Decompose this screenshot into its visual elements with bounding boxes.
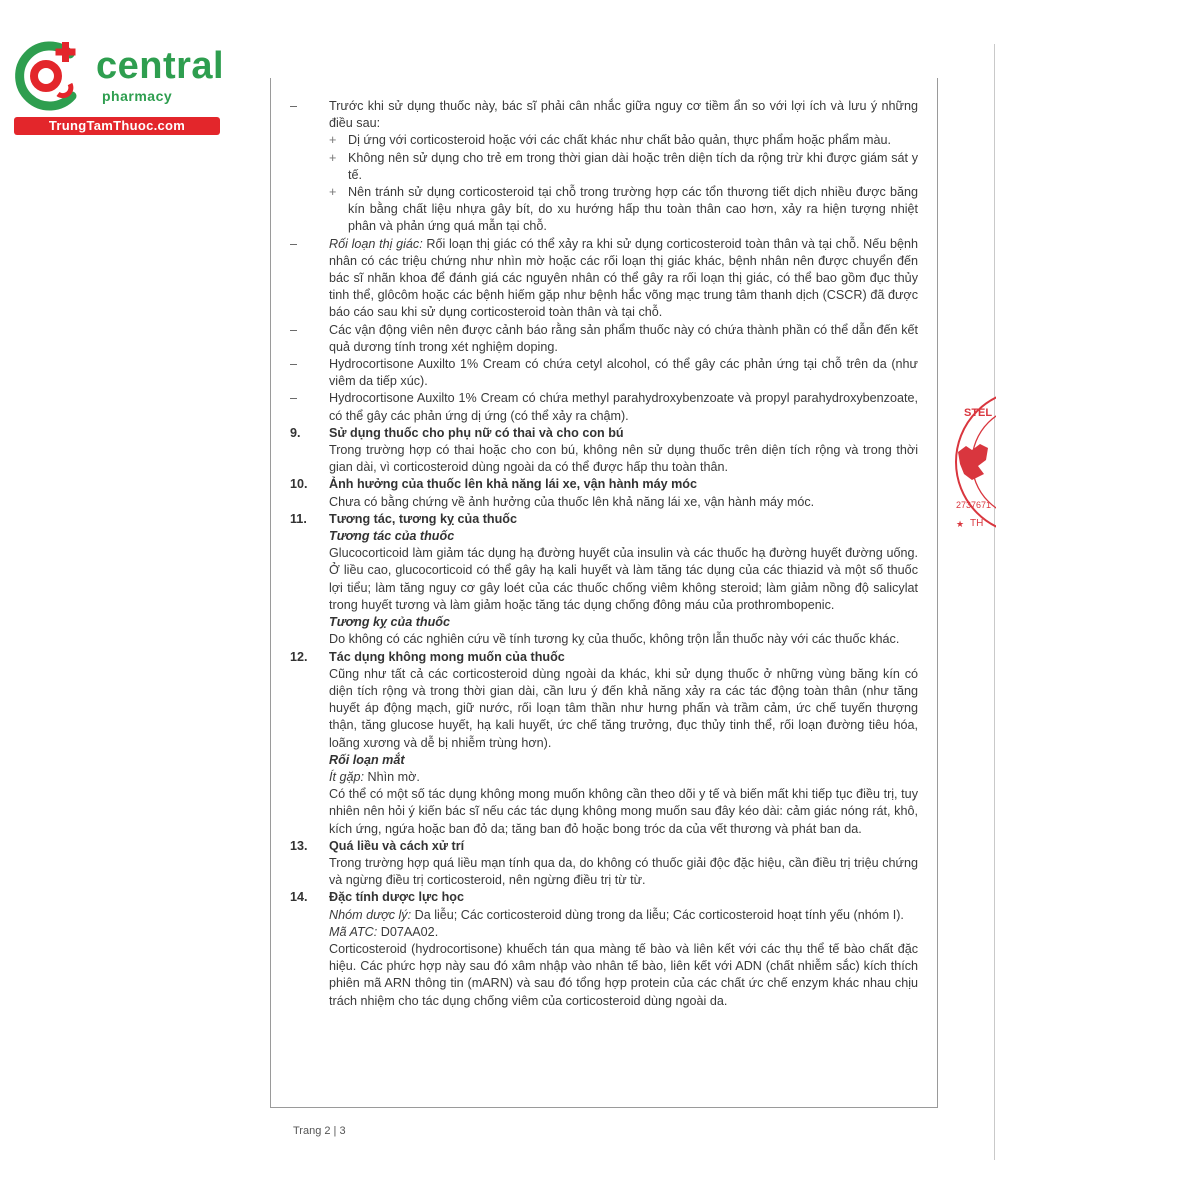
frequency-line: Ít gặp: Nhìn mờ. [329,769,420,784]
section-title: Tương tác, tương kỵ của thuốc [329,511,517,526]
frequency-label: Ít gặp: [329,769,365,784]
subsection-title: Tương tác của thuốc [329,529,455,544]
section-number: 11. [290,511,307,526]
section-text: Trong trường hợp quá liều mạn tính qua da, do không có thuốc giải độc đặc hiệu, cần điều trị triệu chứng và ngừng điều trị corticosteroid, nên ngừng điều trị từ từ. [329,855,918,888]
paraben-warning: Hydrocortisone Auxilto 1% Cream có chứa methyl parahydroxybenzoate và propyl parahydroxybenzoate, có thể gây các phản ứng dị ứng (có thể xảy ra chậm). [329,391,918,423]
section-heading [290,425,918,442]
list-item [290,322,918,356]
section-title: Đặc tính dược lực học [329,890,464,905]
section-heading [290,889,918,906]
warning-children: Không nên sử dụng cho trẻ em trong thời gian dài hoặc trên diện tích da rộng trừ khi được giám sát y tế. [348,150,918,182]
section-text: Chưa có bằng chứng về ảnh hưởng của thuốc lên khả năng lái xe, vận hành máy móc. [329,494,815,509]
subsection-title: Tương kỵ của thuốc [329,615,451,630]
section-text: Glucocorticoid làm giảm tác dụng hạ đường huyết của insulin và các thuốc hạ đường huyết đường uống. Ở liều cao, glucocorticoid có thể gây hạ kali huyết và làm tăng tác dụng của các thiazid và một số thuốc lợi tiểu; làm tăng nguy cơ gây loét của các thuốc chống viêm không steroid; làm giảm nồng độ salicylat trong huyết tương và làm giảm hoặc tăng tác dụng chống đông máu của prothrombopenic. [329,546,918,612]
visual-disturbance-text: Rối loạn thị giác: Rối loạn thị giác có thể xảy ra khi sử dụng corticosteroid toàn thân và tại chỗ. Nếu bệnh nhân có các triệu chứng như nhìn mờ hoặc các rối loạn thị giác khác, bệnh nhân nên được chuyển đến bác sĩ nhãn khoa để đánh giá các nguyên nhân có thể gây ra rối loạn thị giác, có thể bao gồm đục thủy tinh thể, glôcôm hoặc các bệnh hiếm gặp như bệnh hắc võng mạc trung tâm thanh dịch (CSCR) đã được báo cáo sau khi sử dụng corticosteroid toàn thân và tại chỗ. [329,236,919,320]
plus-bullet: + [329,185,337,200]
central-pharmacy-logo-icon [10,38,96,114]
dash-bullet: – [290,357,298,372]
dash-bullet: – [290,99,298,113]
cetyl-alcohol-warning: Hydrocortisone Auxilto 1% Cream có chứa cetyl alcohol, có thể gây các phản ứng tại chỗ trên da (như viêm da tiếp xúc). [329,357,918,389]
page-edge-divider [994,44,995,1160]
section-text: Do không có các nghiên cứu về tính tương kỵ của thuốc, không trộn lẫn thuốc này với các thuốc khác. [329,632,900,647]
section-heading [290,838,918,855]
dash-bullet: – [290,322,298,337]
subsection-title: Rối loạn mắt [329,752,405,767]
brand-logo [10,38,225,138]
section-text: Có thể có một số tác dụng không mong muốn không cần theo dõi y tế và biến mất khi tiếp tục điều trị, tuy nhiên nên hỏi ý kiến bác sĩ nếu các tác dụng không mong muốn sau đây kéo dài: cảm giác nóng rát, khô, kích ứng, ngứa hoặc ban đỏ da; tăng ban đỏ hoặc bong tróc da của vết thương và phát ban da. [329,787,918,836]
list-item [290,390,918,424]
brand-name: central [96,45,225,87]
atc-code-label: Mã ATC: [329,924,378,939]
list-item [290,356,918,390]
list-item [290,236,918,322]
section-heading [290,511,918,528]
section-title: Ảnh hưởng của thuốc lên khả năng lái xe, vận hành máy móc [329,477,697,492]
brand-subtitle: pharmacy [102,88,173,104]
warning-occlusion: Nên tránh sử dụng corticosteroid tại chỗ trong trường hợp các tổn thương tiết dịch nhiều được băng kín bằng chất liệu nhựa gây bít, do xu hướng hấp thu toàn thân cao hơn, xảy ra hiện tượng nhiệt phân và phản ứng quá mẫn tại chỗ. [348,185,918,234]
warning-allergy: Dị ứng với corticosteroid hoặc với các chất khác như chất bảo quản, thực phẩm hoặc phẩm màu. [348,133,892,148]
list-item [290,98,918,132]
section-heading [290,476,918,493]
section-heading [290,649,918,666]
plus-bullet: + [329,133,337,148]
section-text: Cũng như tất cả các corticosteroid dùng ngoài da khác, khi sử dụng thuốc ở những vùng băng kín có diện tích rộng và trong thời gian dài, cần lưu ý đến khả năng xảy ra các tác động toàn thân (như tăng huyết áp động mạch, giữ nước, rối loạn tâm thần như hưng phấn và trầm cảm, ức chế tuyến thượng thận, tăng glucose huyết, hạ kali huyết, ức chế tăng trưởng, đục thủy tinh thể, rối loạn đường tiêu hóa, loãng xương và dễ bị nhiễm trùng hơn). [329,666,918,750]
stamp-text-top: STEL [964,407,993,419]
stamp-text-side: TH [970,518,984,529]
sub-list-item [329,150,918,184]
atc-code: Mã ATC: D07AA02. [329,924,439,939]
page-number: Trang 2 | 3 [293,1125,346,1137]
svg-text:★: ★ [956,519,965,529]
section-number: 10. [290,477,308,492]
section-title: Quá liều và cách xử trí [329,838,465,853]
visual-disturbance-label: Rối loạn thị giác: [329,236,423,251]
document-body [290,98,918,1010]
pharmacological-group-label: Nhóm dược lý: [329,907,412,922]
warning-intro: Trước khi sử dụng thuốc này, bác sĩ phải cân nhắc giữa nguy cơ tiềm ẩn so với lợi ích và lưu ý những điều sau: [329,99,918,131]
sub-list-item [329,184,918,236]
section-number: 13. [290,838,308,853]
section-number: 9. [290,425,301,440]
doping-warning: Các vận động viên nên được cảnh báo rằng sản phẩm thuốc này có chứa thành phần có thể dẫn đến kết quả dương tính trong xét nghiệm doping. [329,322,918,354]
sub-list-item [329,132,918,149]
section-number: 14. [290,890,308,905]
plus-bullet: + [329,150,337,165]
section-text: Corticosteroid (hydrocortisone) khuếch tán qua màng tế bào và liên kết với các thụ thể tế bào chất đặc hiệu. Các phức hợp này sau đó xâm nhập vào nhân tế bào, liên kết với ADN (chất nhiễm sắc) kích thích phiên mã ARN thông tin (mARN) và sau đó tổng hợp protein của các chất ức chế enzym khác nhau chịu trách nhiệm cho tác dụng chống viêm của corticosteroid dùng ngoài da. [329,941,918,1008]
section-text: Trong trường hợp có thai hoặc cho con bú, không nên sử dụng thuốc trên diện tích rộng và trong thời gian dài, vì corticosteroid dùng ngoài da có thể được hấp thu toàn thân. [329,443,918,475]
section-number: 12. [290,649,308,664]
dash-bullet: – [290,236,298,251]
stamp-text-bottom: 2737671 [956,500,992,510]
stamp-seal-icon [950,380,996,545]
company-stamp [950,380,996,545]
section-title: Tác dụng không mong muốn của thuốc [329,649,565,664]
pharmacological-group: Nhóm dược lý: Da liễu; Các corticosteroid dùng trong da liễu; Các corticosteroid hoạt tính yếu (nhóm I). [329,907,904,922]
dash-bullet: – [290,391,298,406]
brand-site-banner[interactable]: TrungTamThuoc.com [14,117,220,135]
section-title: Sử dụng thuốc cho phụ nữ có thai và cho con bú [329,425,624,440]
